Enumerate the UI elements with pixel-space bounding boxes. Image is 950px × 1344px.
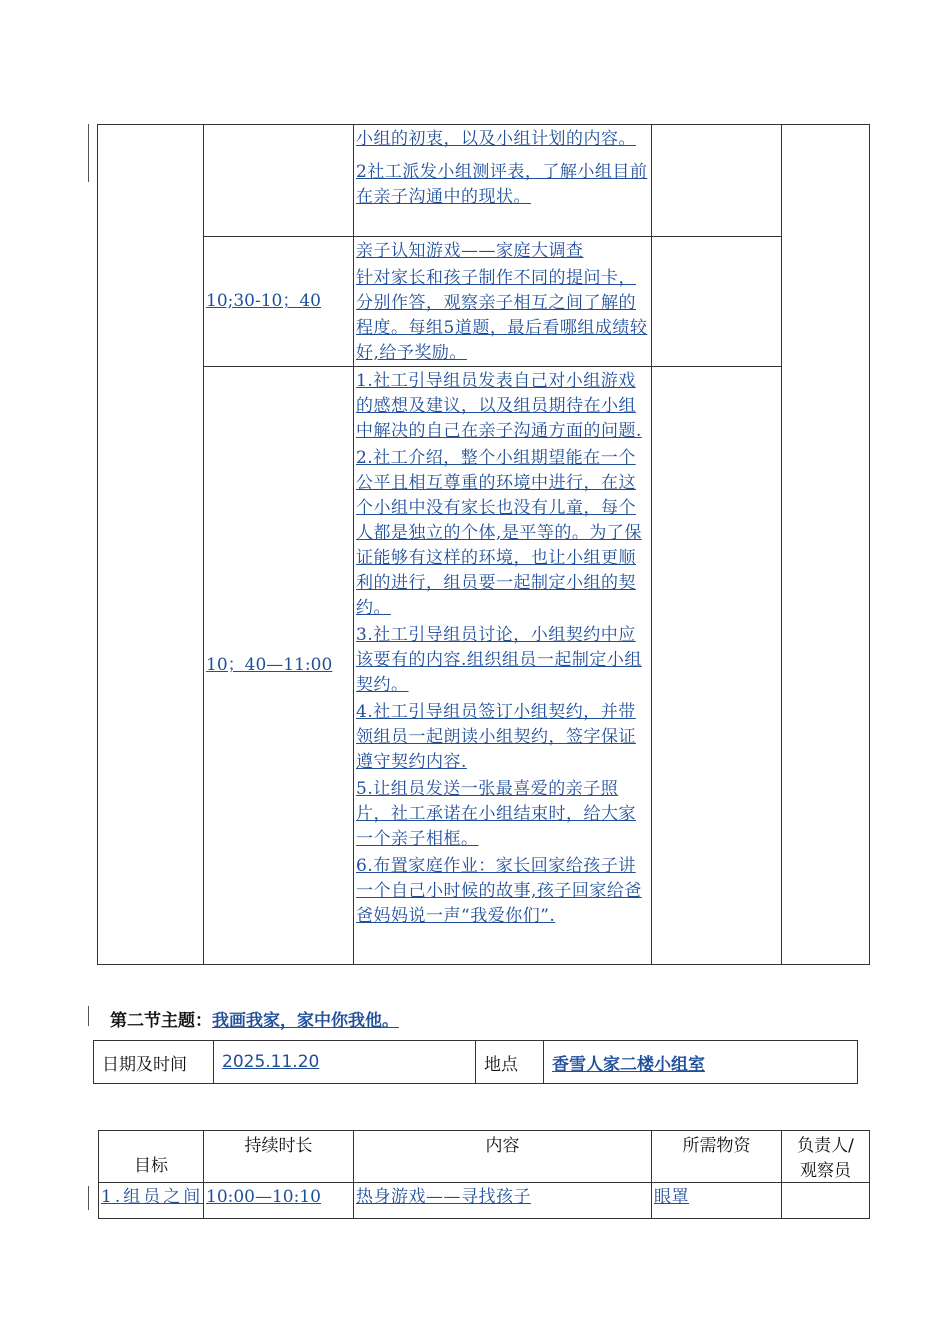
content-text[interactable]: 2社工派发小组测评表，了解小组目前在亲子沟通中的现状。 [356,162,648,207]
goal-text[interactable]: 1.组员之间 [101,1187,203,1207]
owner-cell [782,1183,870,1219]
content-text[interactable]: 热身游戏——寻找孩子 [356,1187,531,1207]
table-row [98,367,870,965]
content-text[interactable]: 3.社工引导组员讨论，小组契约中应该要有的内容.组织组员一起制定小组契约。 [356,625,642,695]
session1-plan-table [97,124,870,965]
time-cell [204,1183,354,1219]
time-text[interactable]: 10;30-10；40 [206,291,321,311]
place-value-link[interactable]: 香雪人家二楼小组室 [552,1054,705,1075]
section2-theme-link[interactable]: 我画我家，家中你我他。 [212,1011,399,1031]
table-row [99,1183,870,1219]
time-cell [204,237,354,367]
section2-label: 第二节主题： [110,1011,212,1031]
margin-mark [88,124,89,182]
content-text[interactable]: 亲子认知游戏——家庭大调查 [356,241,584,261]
header-content: 内容 [354,1131,652,1183]
table-header-row [99,1131,870,1183]
margin-mark [88,1006,89,1026]
time-text[interactable]: 10；40—11:00 [206,655,333,675]
header-goal: 目标 [99,1131,204,1183]
time-cell [204,367,354,965]
date-label: 日期及时间 [94,1041,214,1084]
materials-cell [652,1183,782,1219]
table-row [98,237,870,367]
content-text[interactable]: 4.社工引导组员签订小组契约，并带领组员一起朗读小组契约，签字保证遵守契约内容. [356,702,636,772]
section2-title [110,1006,399,1031]
content-cell [354,125,652,237]
margin-mark [88,1186,89,1210]
header-owner [782,1131,870,1183]
content-text[interactable]: 2.社工介绍，整个小组期望能在一个公平且相互尊重的环境中进行，在这个小组中没有家长也没有儿童，每个人都是独立的个体,是平等的。为了保证能够有这样的环境，也让小组更顺利的进行，组员要一起制定小组的契约。 [356,448,642,618]
session2-info-table [93,1040,858,1084]
header-owner-line2: 观察员 [800,1161,851,1181]
goal-cell [99,1183,204,1219]
content-cell [354,237,652,367]
goal-cell [98,125,204,965]
owner-cell [782,125,870,965]
time-cell [204,125,354,237]
materials-cell [652,125,782,237]
materials-text[interactable]: 眼罩 [654,1187,689,1207]
time-text[interactable]: 10:00—10:10 [206,1187,321,1207]
date-value-link[interactable]: 2025.11.20 [222,1052,320,1072]
content-cell [354,367,652,965]
materials-cell [652,367,782,965]
table-row [94,1041,858,1084]
content-text[interactable]: 针对家长和孩子制作不同的提问卡，分别作答，观察亲子相互之间了解的程度。每组5道题，最后看哪组成绩较好,给予奖励。 [356,268,648,363]
content-text[interactable]: 1.社工引导组员发表自己对小组游戏的感想及建议，以及组员期待在小组中解决的自己在亲子沟通方面的问题. [356,371,642,441]
table-row [98,125,870,237]
content-text[interactable]: 5.让组员发送一张最喜爱的亲子照片，社工承诺在小组结束时，给大家一个亲子相框。 [356,779,636,849]
header-materials: 所需物资 [652,1131,782,1183]
header-owner-line1: 负责人/ [797,1136,854,1156]
place-value [544,1041,858,1084]
materials-cell [652,237,782,367]
date-value [214,1041,476,1084]
content-text[interactable]: 小组的初衷，以及小组计划的内容。 [356,129,636,149]
content-cell [354,1183,652,1219]
session2-plan-table [98,1130,870,1219]
header-duration: 持续时长 [204,1131,354,1183]
content-text[interactable]: 6.布置家庭作业：家长回家给孩子讲一个自己小时候的故事,孩子回家给爸爸妈妈说一声“我爱你们”. [356,856,642,926]
place-label: 地点 [476,1041,544,1084]
